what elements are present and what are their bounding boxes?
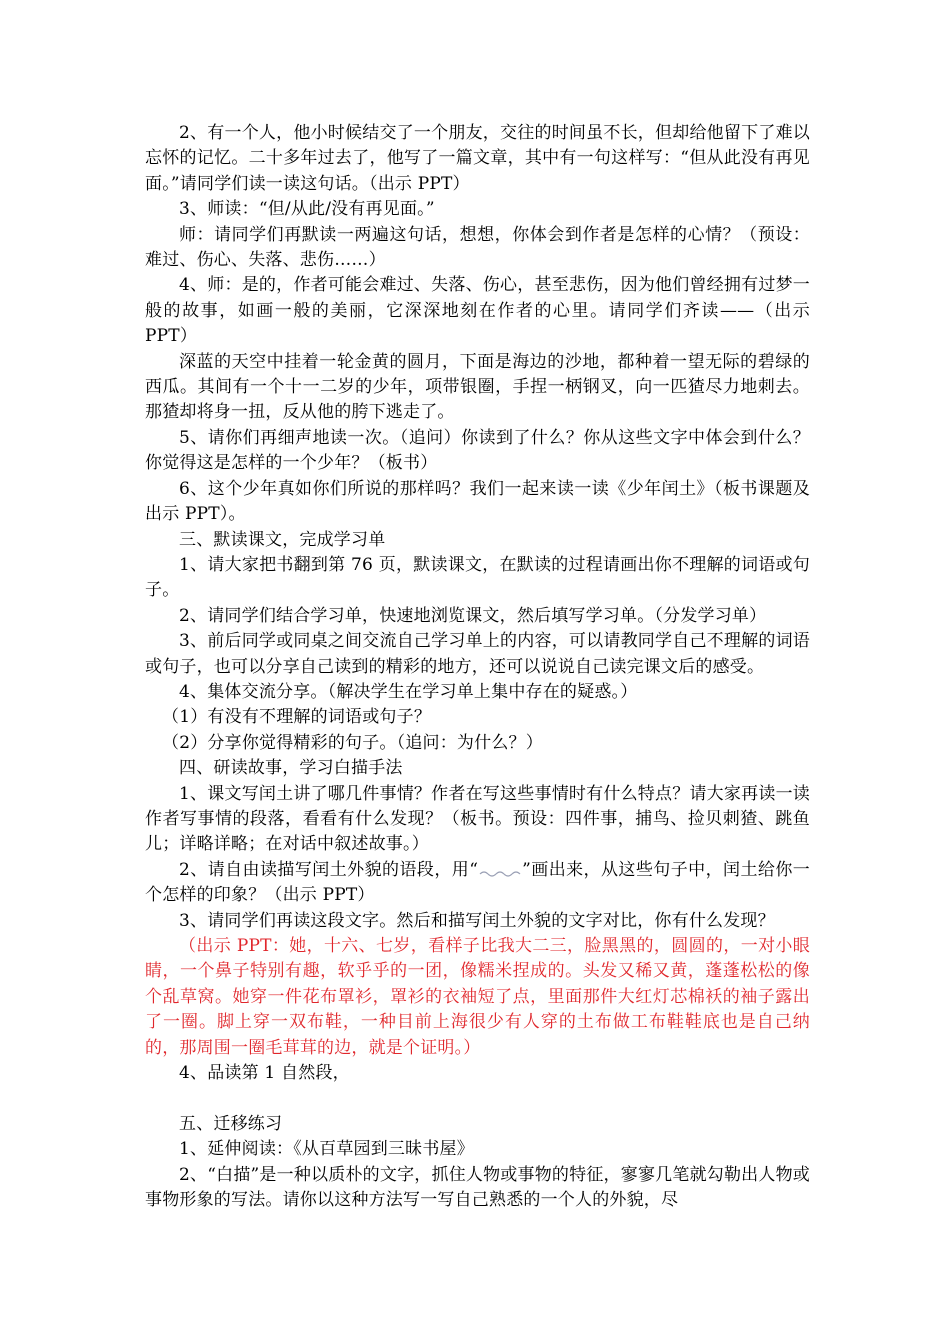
paragraph: 4、品读第 1 自然段， — [179, 1063, 350, 1084]
ppt-excerpt: （出示 PPT：她，十六、七岁，看样子比我大二三，脸黑黑的，圆圆的，一对小眼睛，一个鼻子特别有趣，软乎乎的一团，像糯米捏成的。头发又稀又黄，蓬蓬松松的像个乱草窝。她穿一件花布罩衫，罩衫的衣袖短了点，里面那件大红灯芯棉袄的袖子露出了一圈。脚上穿一双布鞋，一种目前上海很少有人穿的土布做工布鞋鞋底也是自己纳的，那周围一圈毛茸茸的边，就是个证明。） — [145, 936, 810, 1058]
paragraph: 5、请你们再细声地读一次。（追问）你读到了什么？你从这些文字中体会到什么？你觉得这是怎样的一个少年？（板书） — [145, 427, 810, 474]
wavy-underline-icon — [478, 865, 522, 877]
paragraph — [145, 858, 810, 909]
paragraph: 6、这个少年真如你们所说的那样吗？我们一起来读一读《少年闰土》（板书课题及出示 PPT）。 — [145, 478, 810, 525]
paragraph: 1、延伸阅读：《从百草园到三昧书屋》 — [179, 1139, 474, 1160]
paragraph: 1、请大家把书翻到第 76 页，默读课文，在默读的过程请画出你不理解的词语或句子。 — [145, 554, 810, 601]
paragraph: 3、前后同学或同桌之间交流自己学习单上的内容，可以请教同学自己不理解的词语或句子，也可以分享自己读到的精彩的地方，还可以说说自己读完课文后的感受。 — [145, 631, 810, 677]
paragraph-part: 2、请自由读描写闰土外貌的语段，用“ — [179, 859, 479, 880]
lesson-text — [145, 121, 810, 1213]
paragraph: 师：请同学们再默读一两遍这句话，想想，你体会到作者是怎样的心情？（预设：难过、伤心、失落、悲伤……） — [145, 224, 810, 271]
paragraph: （1）有没有不理解的词语或句子？ — [162, 707, 432, 728]
section-heading: 五、迁移练习 — [179, 1113, 283, 1134]
paragraph-part: ”画出来，从这些句子中，闰土给你一个怎样的印象？（出示 PPT） — [145, 859, 810, 906]
paragraph: 1、课文写闰土讲了哪几件事情？作者在写这些事情时有什么特点？请大家再读一读作者写事情的段落，看看有什么发现？（板书。预设：四件事，捕鸟、捡贝刺猹、跳鱼儿；详略详略；在对话中叙述故事。） — [145, 783, 810, 855]
section-heading: 四、研读故事，学习白描手法 — [179, 758, 403, 779]
paragraph: 深蓝的天空中挂着一轮金黄的圆月，下面是海边的沙地，都种着一望无际的碧绿的西瓜。其间有一个十一二岁的少年，项带银圈，手捏一柄钢叉，向一匹猹尽力地刺去。那猹却将身一扭，反从他的胯下逃走了。 — [145, 351, 810, 423]
paragraph: 2、有一个人，他小时候结交了一个朋友，交往的时间虽不长，但却给他留下了难以忘怀的记忆。二十多年过去了，他写了一篇文章，其中有一句这样写：“但从此没有再见面。”请同学们读一读这句话。（出示 PPT） — [145, 123, 810, 194]
paragraph: 3、请同学们再读这段文字。然后和描写闰土外貌的文字对比，你有什么发现？ — [179, 910, 775, 931]
section-heading: 三、默读课文，完成学习单 — [179, 529, 386, 550]
paragraph: 2、“白描”是一种以质朴的文字，抓住人物或事物的特征，寥寥几笔就勾勒出人物或事物形象的写法。请你以这种方法写一写自己熟悉的一个人的外貌，尽 — [145, 1164, 810, 1211]
paragraph: 3、师读：“但/从此/没有再见面。” — [179, 199, 435, 220]
paragraph: 4、师：是的，作者可能会难过、失落、伤心，甚至悲伤，因为他们曾经拥有过梦一般的故事，如画一般的美丽，它深深地刻在作者的心里。请同学们齐读——（出示 PPT） — [145, 275, 810, 347]
paragraph: 4、集体交流分享。（解决学生在学习单上集中存在的疑惑。） — [179, 681, 638, 702]
paragraph: 2、请同学们结合学习单，快速地浏览课文，然后填写学习单。（分发学习单） — [179, 605, 767, 626]
blank-line — [145, 1086, 810, 1111]
paragraph: （2）分享你觉得精彩的句子。（追问：为什么？） — [162, 732, 543, 753]
